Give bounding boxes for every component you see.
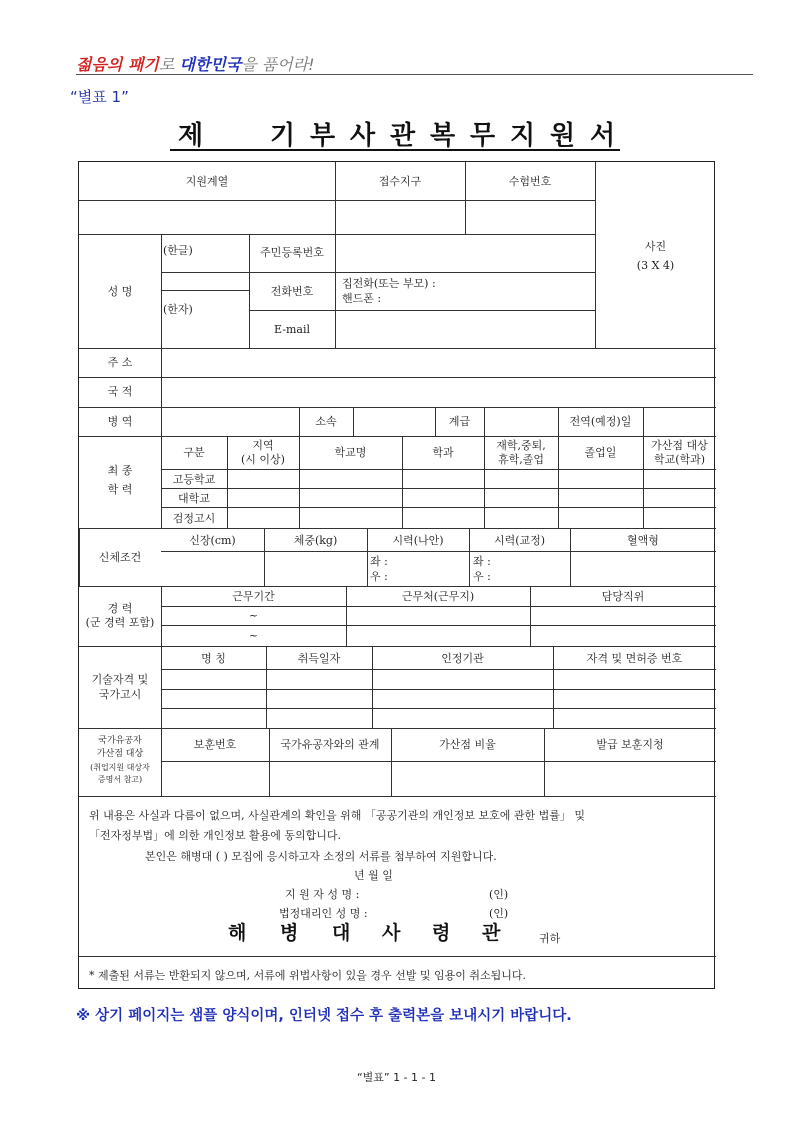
unit-label: 소속 bbox=[315, 415, 337, 428]
phone-home-label: 집전화(또는 부모) : bbox=[342, 277, 436, 290]
eye-left-label: 좌 : bbox=[370, 555, 388, 568]
license-label: 기술자격 및 bbox=[91, 673, 149, 686]
edu-row-label: 대학교 bbox=[178, 492, 210, 505]
edu-header-school: 학교명 bbox=[334, 446, 367, 459]
grid-line bbox=[335, 234, 336, 348]
license-header-name: 명 칭 bbox=[201, 652, 226, 665]
edu-header-bonus: 학교(학과) bbox=[653, 453, 706, 466]
photo-size: (3 X 4) bbox=[636, 259, 675, 272]
edu-header-status: 휴학,졸업 bbox=[497, 453, 544, 466]
address-label: 주 소 bbox=[107, 356, 133, 369]
rank-label: 계급 bbox=[448, 415, 471, 428]
honorific: 귀하 bbox=[539, 932, 561, 945]
edu-header-major: 학과 bbox=[432, 446, 454, 459]
body-header-blood: 혈액형 bbox=[627, 534, 659, 547]
authority-char: 관 bbox=[482, 922, 501, 944]
merit-label: (취업지원 대상자 bbox=[90, 763, 150, 772]
license-header-number: 자격 및 면허증 번호 bbox=[586, 652, 683, 665]
grid-line bbox=[79, 528, 716, 529]
military-label: 병 역 bbox=[107, 415, 133, 428]
grid-line bbox=[161, 669, 716, 670]
agent-name-line: 법정대리인 성 명 : bbox=[279, 907, 368, 920]
title-char: 제 bbox=[178, 121, 204, 151]
edu-row-label: 고등학교 bbox=[172, 473, 216, 486]
grid-line bbox=[161, 469, 716, 470]
career-label: (군 경력 포함) bbox=[85, 616, 155, 629]
edu-header-kind: 구분 bbox=[183, 446, 205, 459]
body-header-vision-corr: 시력(교정) bbox=[493, 534, 546, 547]
career-tilde: ~ bbox=[248, 629, 259, 642]
title-char: 관 bbox=[390, 121, 416, 151]
sample-notice: ※ 상기 페이지는 샘플 양식이며, 인터넷 접수 후 출력본을 보내시기 바랍니다. bbox=[76, 1008, 572, 1024]
grid-line bbox=[79, 348, 716, 349]
grid-line bbox=[161, 761, 716, 762]
edu-header-bonus: 가산점 대상 bbox=[651, 439, 708, 452]
declaration-line: 「전자정부법」에 의한 개인정보 활용에 동의합니다. bbox=[89, 829, 342, 842]
grid-line bbox=[79, 436, 716, 437]
nationality-label: 국 적 bbox=[107, 385, 133, 398]
edu-header-status: 재학,중퇴, bbox=[496, 439, 546, 452]
seal-mark: (인) bbox=[489, 907, 509, 920]
career-tilde: ~ bbox=[248, 609, 259, 622]
authority-char: 병 bbox=[280, 922, 299, 944]
grid-line bbox=[79, 200, 595, 201]
exam-number-label: 수험번호 bbox=[508, 175, 552, 188]
page-footer: “별표” 1 - 1 - 1 bbox=[356, 1071, 437, 1084]
page-title bbox=[170, 113, 620, 151]
photo-label: 사진 bbox=[644, 240, 667, 253]
seal-mark: (인) bbox=[489, 888, 509, 901]
edu-label: 최 종 bbox=[107, 464, 133, 477]
grid-line bbox=[643, 407, 644, 436]
slogan-part: 대한민국 bbox=[179, 55, 242, 74]
title-char: 무 bbox=[470, 121, 496, 151]
authority-char: 해 bbox=[228, 922, 247, 944]
grid-line bbox=[79, 728, 716, 729]
body-label: 신체조건 bbox=[98, 551, 142, 564]
grid-line bbox=[353, 407, 354, 436]
grid-line bbox=[161, 689, 716, 690]
apply-line-label: 지원계열 bbox=[185, 175, 229, 188]
grid-line bbox=[79, 234, 595, 235]
grid-line bbox=[335, 162, 336, 234]
title-char: 부 bbox=[310, 121, 336, 151]
title-char: 사 bbox=[350, 121, 376, 151]
phone-mobile-label: 핸드폰 : bbox=[342, 292, 382, 305]
career-header-period: 근무기간 bbox=[232, 590, 275, 603]
application-form bbox=[78, 161, 715, 989]
hanja-label: (한자) bbox=[163, 303, 193, 316]
grid-line bbox=[79, 646, 716, 647]
slogan-part: 을 품어라! bbox=[241, 55, 315, 74]
grid-line bbox=[79, 586, 716, 587]
license-header-date: 취득일자 bbox=[297, 652, 341, 665]
grid-line bbox=[79, 796, 716, 797]
grid-line bbox=[161, 606, 716, 607]
grid-line bbox=[161, 290, 249, 291]
merit-label: 국가유공자 bbox=[98, 736, 142, 746]
title-char: 복 bbox=[430, 121, 456, 151]
grid-line bbox=[161, 488, 716, 489]
grid-line bbox=[79, 956, 716, 957]
eye-right-label: 우 : bbox=[370, 570, 388, 583]
body-header-vision-bare: 시력(나안) bbox=[392, 534, 444, 547]
authority-char: 사 bbox=[382, 922, 401, 944]
license-label: 국가고시 bbox=[98, 688, 142, 701]
career-label: 경 력 bbox=[107, 602, 133, 615]
body-header-height: 신장(cm) bbox=[189, 534, 236, 547]
career-header-duty: 담당직위 bbox=[601, 590, 645, 603]
merit-label: 증명서 참고) bbox=[97, 775, 143, 784]
submission-note: * 제출된 서류는 반환되지 않으며, 서류에 위법사항이 있을 경우 선발 및 임용이 취소됩니다. bbox=[89, 969, 526, 982]
eye-left-label: 좌 : bbox=[473, 555, 491, 568]
title-char: 지 bbox=[510, 121, 536, 151]
edu-label: 학 력 bbox=[107, 483, 133, 496]
discharge-label: 전역(예정)일 bbox=[569, 415, 632, 428]
hangul-label: (한글) bbox=[163, 244, 193, 257]
license-header-agency: 인정기관 bbox=[441, 652, 484, 665]
eye-right-label: 우 : bbox=[473, 570, 491, 583]
header-rule bbox=[76, 74, 753, 75]
edu-header-region: (시 이상) bbox=[241, 453, 285, 466]
declaration-line: 위 내용은 사실과 다름이 없으며, 사실관계의 확인을 위해 「공공기관의 개인정보 보호에 관한 법률」 및 bbox=[89, 809, 585, 822]
title-char: 서 bbox=[590, 121, 616, 151]
appendix-tag: “별표 1” bbox=[70, 88, 129, 106]
phone-label: 전화번호 bbox=[270, 285, 314, 298]
grid-line bbox=[161, 551, 716, 552]
grid-line bbox=[161, 708, 716, 709]
authority-char: 대 bbox=[332, 922, 351, 944]
grid-line bbox=[161, 625, 716, 626]
merit-header-ratio: 가산점 비율 bbox=[439, 738, 496, 751]
edu-header-grad: 졸업일 bbox=[584, 446, 617, 459]
rrn-label: 주민등록번호 bbox=[260, 246, 324, 259]
body-header-weight: 체중(kg) bbox=[293, 534, 338, 547]
reception-label: 접수지구 bbox=[378, 175, 422, 188]
applicant-name-line: 지 원 자 성 명 : bbox=[285, 888, 360, 901]
grid-line bbox=[79, 377, 716, 378]
merit-header-office: 발급 보훈지청 bbox=[596, 738, 664, 751]
grid-line bbox=[79, 407, 716, 408]
grid-line bbox=[465, 162, 466, 234]
grid-line bbox=[161, 507, 716, 508]
slogan-part: 로 bbox=[158, 55, 180, 74]
slogan bbox=[76, 52, 315, 75]
declaration-line: 본인은 해병대 ( ) 모집에 응시하고자 소정의 서류를 첨부하여 지원합니다. bbox=[145, 850, 497, 863]
authority-char: 령 bbox=[432, 922, 451, 944]
edu-header-region: 지역 bbox=[252, 439, 274, 452]
merit-header-no: 보훈번호 bbox=[193, 738, 237, 751]
edu-row-label: 검정고시 bbox=[172, 512, 216, 525]
grid-line bbox=[595, 162, 596, 348]
merit-header-relation: 국가유공자와의 관계 bbox=[280, 738, 380, 751]
email-label: E-mail bbox=[274, 323, 310, 336]
title-char: 원 bbox=[550, 121, 576, 151]
name-label: 성 명 bbox=[107, 285, 133, 298]
grid-line bbox=[484, 407, 485, 436]
career-header-place: 근무처(근무지) bbox=[401, 590, 475, 603]
grid-line bbox=[161, 272, 595, 273]
date-line: 년 월 일 bbox=[354, 869, 393, 882]
grid-line bbox=[249, 310, 595, 311]
title-char: 기 bbox=[270, 121, 296, 151]
merit-label: 가산점 대상 bbox=[96, 749, 144, 759]
slogan-part: 젊음의 패기 bbox=[76, 55, 159, 74]
